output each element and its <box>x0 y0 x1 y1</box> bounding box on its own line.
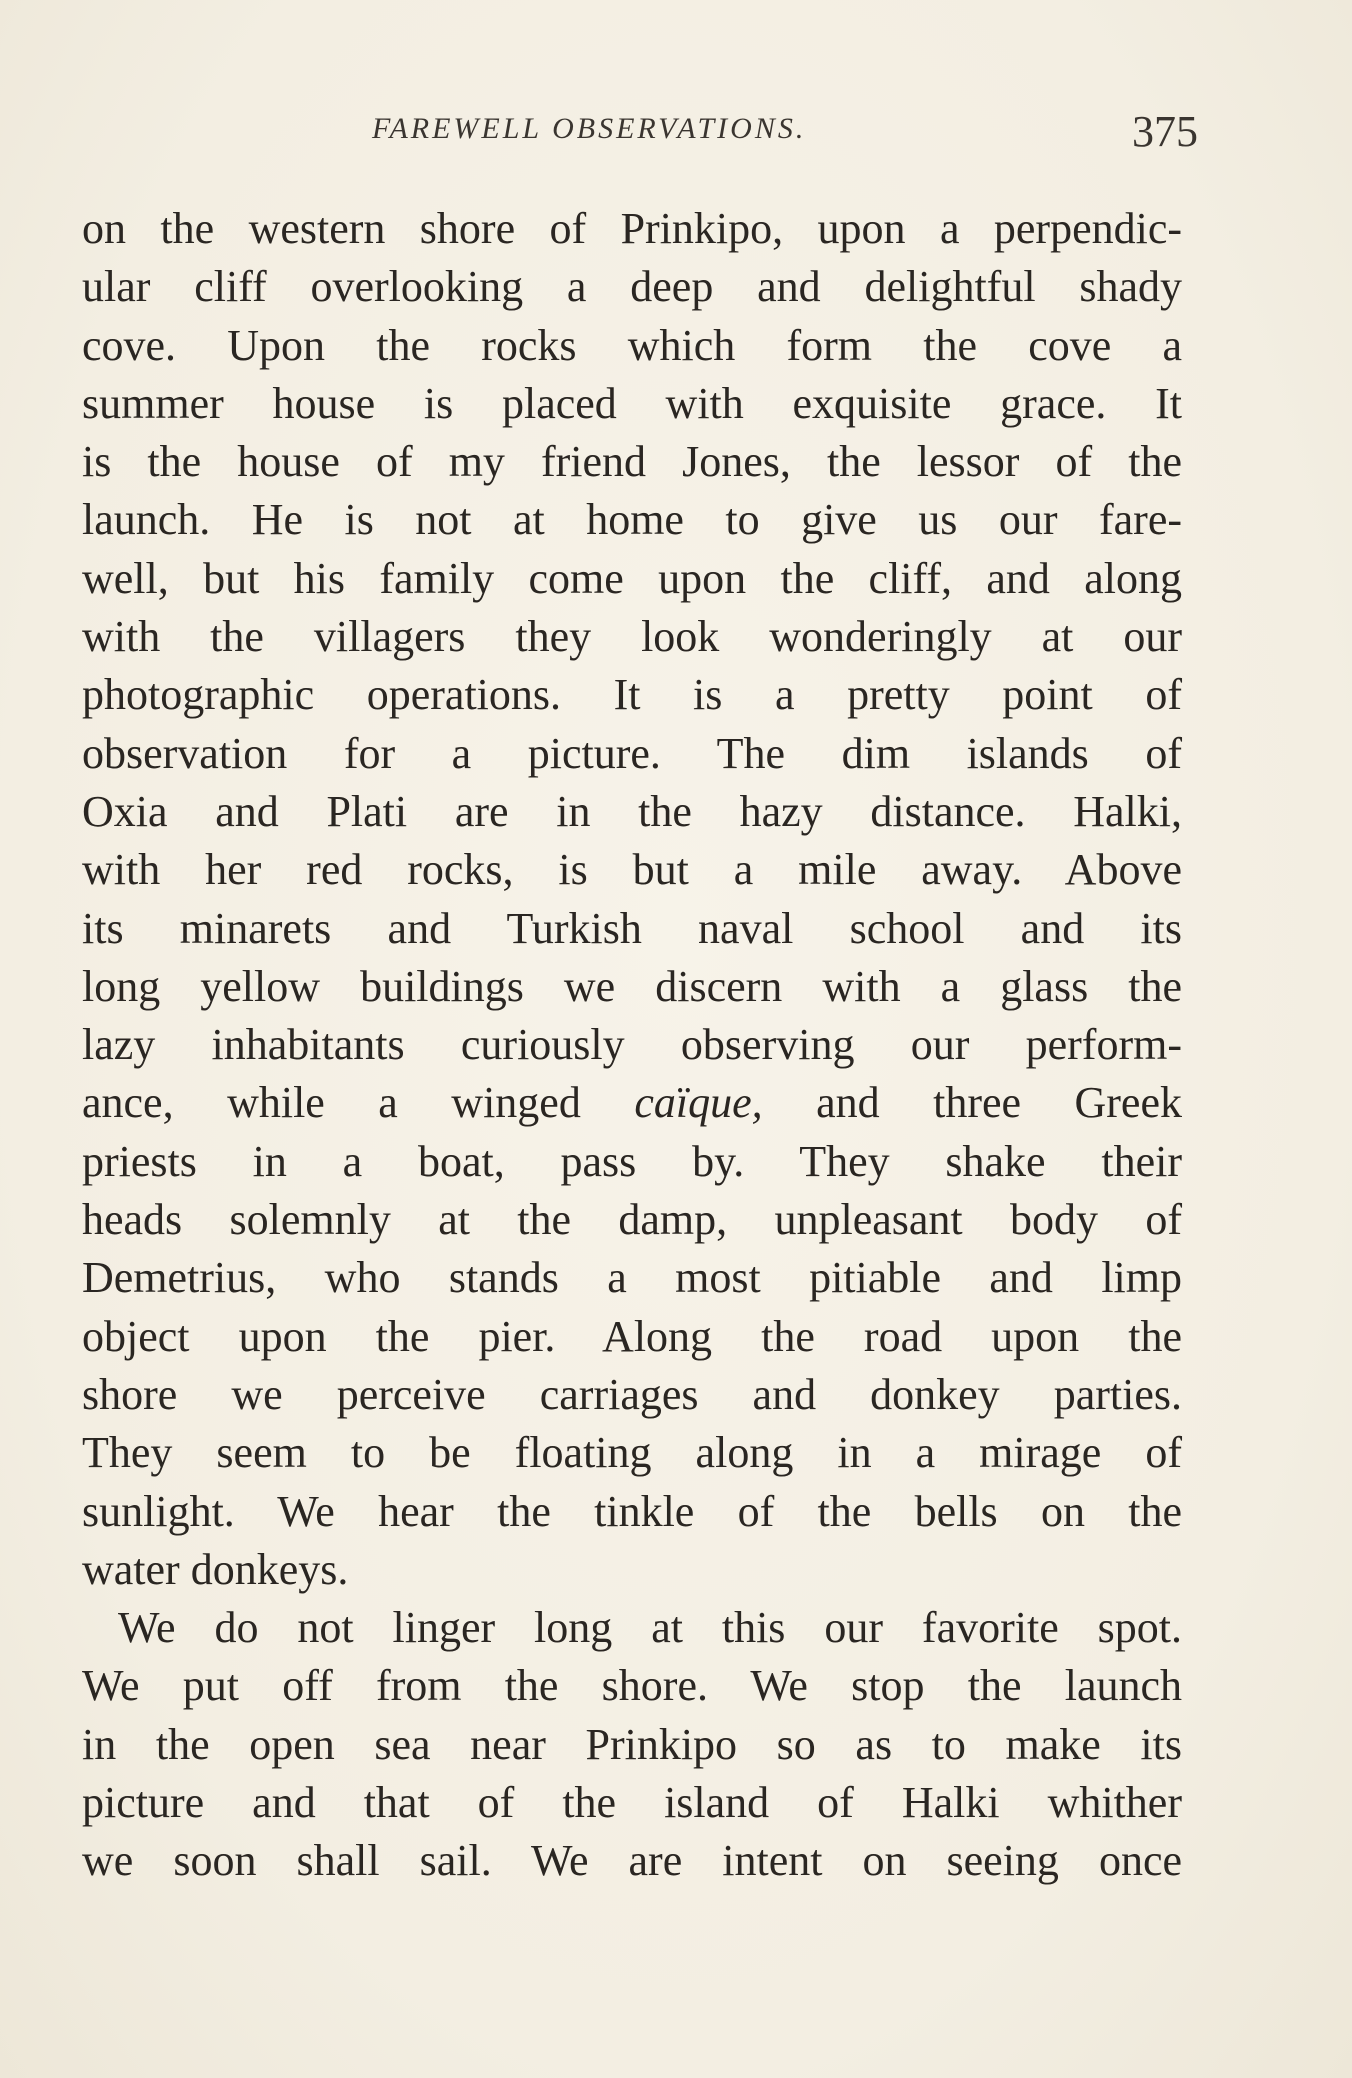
text-line: is the house of my friend Jones, the lessor of the <box>82 437 1182 487</box>
text-segment: ance, while a winged <box>82 1078 635 1128</box>
text-line: picture and that of the island of Halki whither <box>82 1778 1182 1828</box>
text-line: Demetrius, who stands a most pitiable and limp <box>82 1253 1182 1303</box>
text-line: observation for a picture. The dim islands of <box>82 728 1182 778</box>
text-line: cove. Upon the rocks which form the cove a <box>82 320 1182 370</box>
text-line: ular cliff overlooking a deep and delightful shady <box>82 262 1182 312</box>
text-line: priests in a boat, pass by. They shake their <box>82 1136 1182 1186</box>
text-line: with her red rocks, is but a mile away. Above <box>82 845 1182 895</box>
text-line: in the open sea near Prinkipo so as to make its <box>82 1719 1182 1769</box>
text-line: photographic operations. It is a pretty point of <box>82 670 1182 720</box>
body-text <box>82 200 1182 1891</box>
text-line: water donkeys. <box>82 1544 349 1594</box>
text-line: lazy inhabitants curiously observing our perform- <box>82 1020 1182 1070</box>
text-segment: and three Greek <box>762 1078 1182 1128</box>
text-line: its minarets and Turkish naval school and its <box>82 903 1182 953</box>
page-number: 375 <box>1132 107 1198 156</box>
text-line: object upon the pier. Along the road upon the <box>82 1311 1182 1361</box>
text-line: summer house is placed with exquisite grace. It <box>82 378 1182 428</box>
text-line: We put off from the shore. We stop the launch <box>82 1661 1182 1711</box>
text-line: launch. He is not at home to give us our fare- <box>82 495 1182 545</box>
text-line: We do not linger long at this our favorite spot. <box>118 1603 1182 1653</box>
italic-word: caïque, <box>634 1078 763 1128</box>
text-line: we soon shall sail. We are intent on seeing once <box>82 1836 1182 1886</box>
text-line: with the villagers they look wonderingly at our <box>82 612 1182 662</box>
text-line: long yellow buildings we discern with a glass the <box>82 961 1182 1011</box>
text-line: on the western shore of Prinkipo, upon a perpendic- <box>82 204 1182 253</box>
text-line: well, but his family come upon the cliff, and along <box>82 553 1182 603</box>
text-line: They seem to be floating along in a mirage of <box>82 1428 1182 1478</box>
text-line: Oxia and Plati are in the hazy distance. Halki, <box>82 786 1182 836</box>
text-line <box>82 1074 1182 1132</box>
running-head: FAREWELL OBSERVATIONS. <box>372 112 807 145</box>
text-line: sunlight. We hear the tinkle of the bells on the <box>82 1486 1182 1536</box>
text-line: shore we perceive carriages and donkey parties. <box>82 1369 1182 1419</box>
text-line: heads solemnly at the damp, unpleasant body of <box>82 1195 1182 1245</box>
